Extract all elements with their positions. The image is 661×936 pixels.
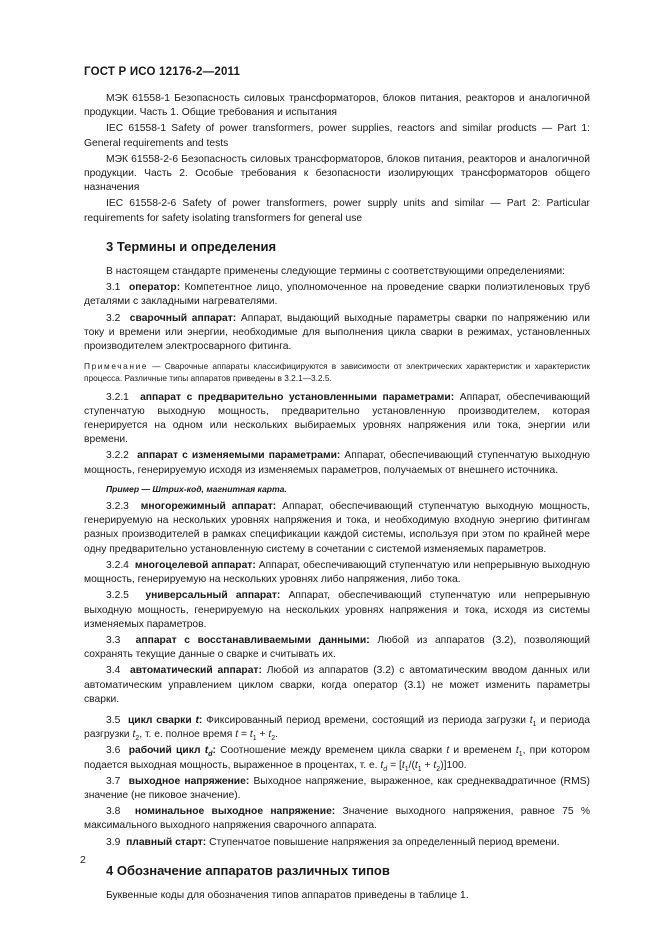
definition-3-4: 3.4 автоматический аппарат: Любой из аппаратов (3.2) с автоматическим вводом данных или автоматическим управлением циклом сварки, когда оператор (3.1) не может изменить параметры сварки. [84,665,590,705]
definition-3-9: 3.9 плавный старт: Ступенчатое повышение напряжения за определенный период времени. [106,836,560,848]
document-header: ГОСТ Р ИСО 12176-2—2011 [84,66,241,78]
section-4-heading: 4 Обозначение аппаратов различных типов [106,862,390,878]
definition-3-6: 3.6 рабочий цикл $t_d$: Соотношение между временем цикла сварки t и временем $t_1$, при котором подается выходная мощность, выраженное в процентах, т. е. $t_d = [t_1/(t_1 + t_2)]100$. [84,745,590,773]
section-3-heading: 3 Термины и определения [106,238,277,254]
definition-3-2-2: 3.2.2 аппарат с изменяемыми параметрами: Аппарат, обеспечивающий ступенчатую выходную мощность, генерируемую исходя из изменяемых параметров, получаемых от внешнего источника. [84,450,590,476]
definition-3-2-5: 3.2.5 универсальный аппарат: Аппарат, обеспечивающий ступенчатую или непрерывную выходную мощность, генерируемую на нескольких уровнях напряжения и тока, исходя из системы изменяемых параметров. [84,590,590,630]
definition-3-2: 3.2 сварочный аппарат: Аппарат, выдающий выходные параметры сварки по напряжению или току и времени или энергии, необходимые для выполнения цикла сварки в режимах, установленных производителем электросварного фитинга. [84,312,590,353]
note-3-2: Примечание — Сварочные аппараты классифицируются в зависимости от электрических характеристик и характеристик процесса. Различные типы аппаратов приведены в 3.2.1—3.2.5. [84,361,590,384]
ref-iec-61558-2-6: IEC 61558-2-6 Safety of power transformers, power supply units and similar — Part 2: Particular requirements for safety isolating transformers for general use [84,198,590,224]
definition-3-3: 3.3 аппарат с восстанавливаемыми данными: Любой из аппаратов (3.2), позволяющий сохранять текущие данные о сварке и считывать их. [84,634,590,661]
example-3-2-2: Пример — Штрих-код, магнитная карта. [106,483,287,494]
page-content [84,92,590,905]
definition-3-2-4: 3.2.4 многоцелевой аппарат: Аппарат, обеспечивающий ступенчатую или непрерывную выходную мощность, генерируемую на нескольких уровнях либо напряжения, либо тока. [84,559,590,586]
ref-iec-61558-1: IEC 61558-1 Safety of power transformers, power supplies, reactors and similar products — Part 1: General requirements and tests [84,123,590,149]
section-3-intro: В настоящем стандарте применены следующие термины с соответствующими определениями: [106,266,566,278]
definition-3-7: 3.7 выходное напряжение: Выходное напряжение, выраженное, как среднеквадратичное (RMS) значение (не пиковое значение). [84,775,590,801]
definition-3-2-1: 3.2.1 аппарат с предварительно установленными параметрами: Аппарат, обеспечивающий ступенчатую выходную мощность, предварительно установленную производителем, которая генерируется на одном или нескольких выбираемых уровнях напряжения или тока, энергии или времени. [84,391,590,446]
definition-3-2-3: 3.2.3 многорежимный аппарат: Аппарат, обеспечивающий ступенчатую выходную мощность, генерируемую на нескольких уровнях напряжения и тока, и необходимую входную энергию фитингам разных производителей в рамках спецификации каждой системы, используя при этом по крайней мере одну предварительно установленную систему в сочетании с системой изменяемых параметров. [84,501,590,555]
definition-3-8: 3.8 номинальное выходное напряжение: Значение выходного напряжения, равное 75 % максимального выходного напряжения сварочного аппарата. [84,806,590,832]
ref-mek-61558-2-6: МЭК 61558-2-6 Безопасность силовых трансформаторов, блоков питания, реакторов и аналогичной продукции. Часть 2. Особые требования к безопасности изолирующих трансформаторов общего назначения [84,153,590,194]
definition-3-5: 3.5 цикл сварки t: Фиксированный период времени, состоящий из периода загрузки $t_1$ и периода разгрузки $t_2$, т. е. полное время $t = t_1 + t_2$. [84,714,590,743]
page-number: 2 [80,854,86,866]
section-4-text: Буквенные коды для обозначения типов аппаратов приведены в таблице 1. [106,889,469,901]
ref-mek-61558-1: МЭК 61558-1 Безопасность силовых трансформаторов, блоков питания, реакторов и аналогичной продукции. Часть 1. Общие требования и испытания [84,93,590,119]
definition-3-1: 3.1 оператор: Компетентное лицо, уполномоченное на проведение сварки полиэтиленовых труб деталями с закладными нагревателями. [84,282,590,308]
